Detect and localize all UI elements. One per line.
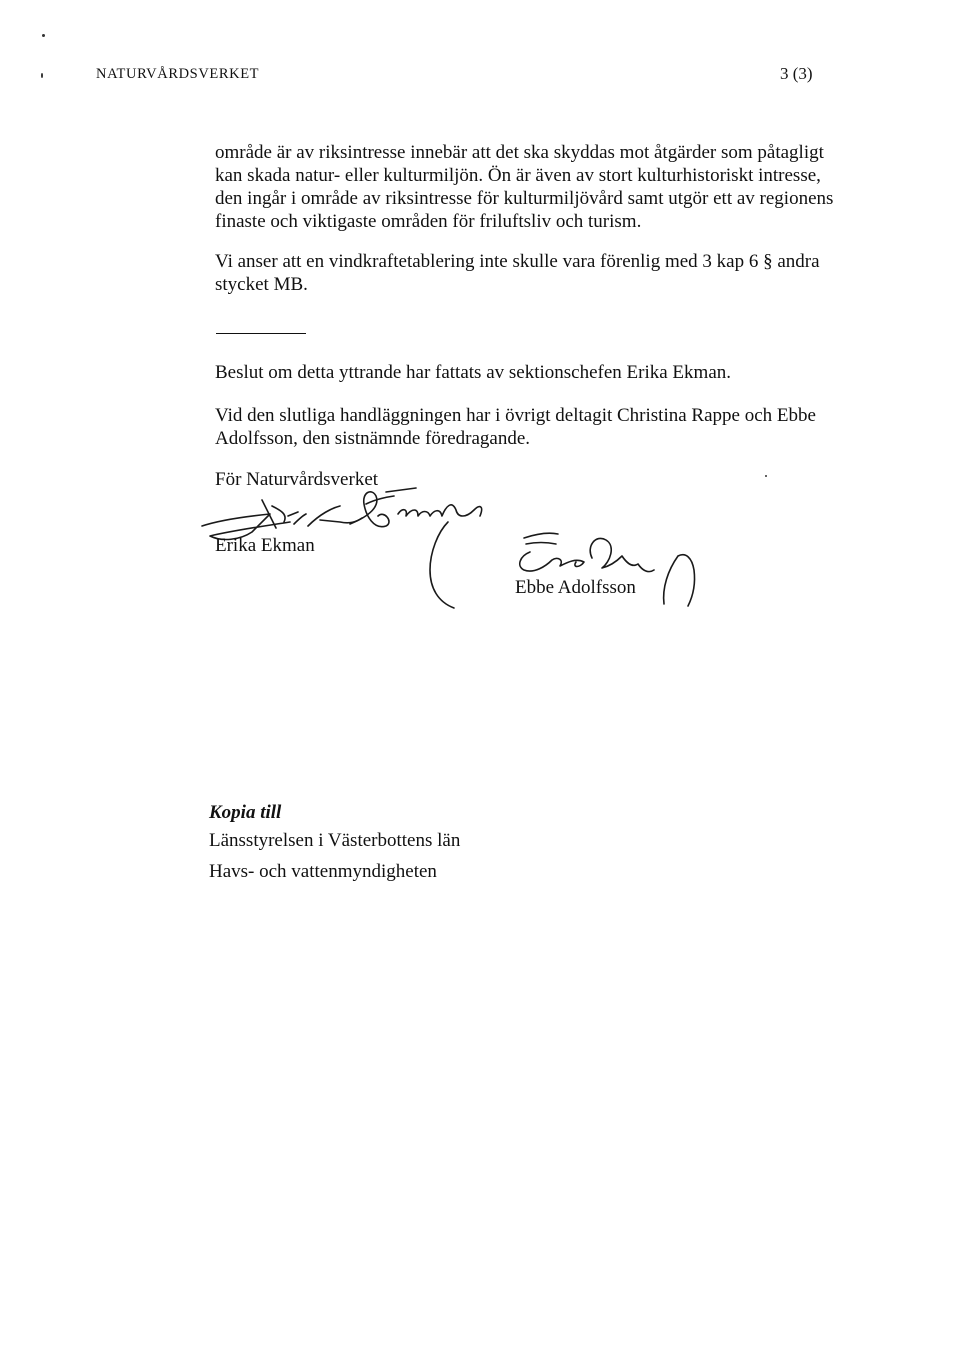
signer-ebbe-name: Ebbe Adolfsson — [515, 577, 636, 598]
scan-speck — [765, 475, 767, 477]
copy-recipient: Havs- och vattenmyndigheten — [209, 861, 437, 882]
signature-ebbe-stroke — [524, 533, 558, 544]
paragraph-decision: Beslut om detta yttrande har fattats av sektionschefen Erika Ekman. — [215, 362, 731, 383]
copies-title: Kopia till — [209, 802, 282, 823]
signer-erika-name: Erika Ekman — [215, 535, 315, 556]
separator-line — [216, 333, 306, 334]
paragraph-participants: Vid den slutliga handläggningen har i övrigt deltagit Christina Rappe och Ebbe Adolfsson, den sistnämnde föredragande. — [215, 405, 816, 449]
signature-erika-stroke — [430, 522, 454, 608]
signature-erika-stroke — [398, 505, 482, 516]
paragraph-riksintresse: område är av riksintresse innebär att det ska skyddas mot åtgärder som påtagligt kan skada natur- eller kulturmiljön. Ön är även av stort kulturhistoriskt intresse, den ingår i område av riksintresse för kulturmiljövård samt utgör ett av regionens finaste och viktigaste områden för friluftsliv och turism. — [215, 142, 834, 232]
page-number: 3 (3) — [780, 64, 813, 83]
signature-ebbe-stroke — [664, 555, 695, 606]
signature-ebbe-stroke — [520, 552, 584, 571]
paragraph-opinion: Vi anser att en vindkraftetablering inte skulle vara förenlig med 3 kap 6 § andra stycket MB. — [215, 251, 820, 295]
scan-speck — [41, 73, 43, 78]
signature-erika-stroke — [366, 488, 416, 504]
signature-for-label: För Naturvårdsverket — [215, 469, 379, 490]
signature-erika-stroke — [262, 500, 306, 528]
scan-speck — [42, 34, 45, 37]
copy-recipient: Länsstyrelsen i Västerbottens län — [209, 830, 461, 851]
header-organization: NATURVÅRDSVERKET — [96, 66, 260, 82]
signature-erika-stroke — [350, 492, 389, 527]
signature-ebbe-stroke — [590, 538, 654, 571]
